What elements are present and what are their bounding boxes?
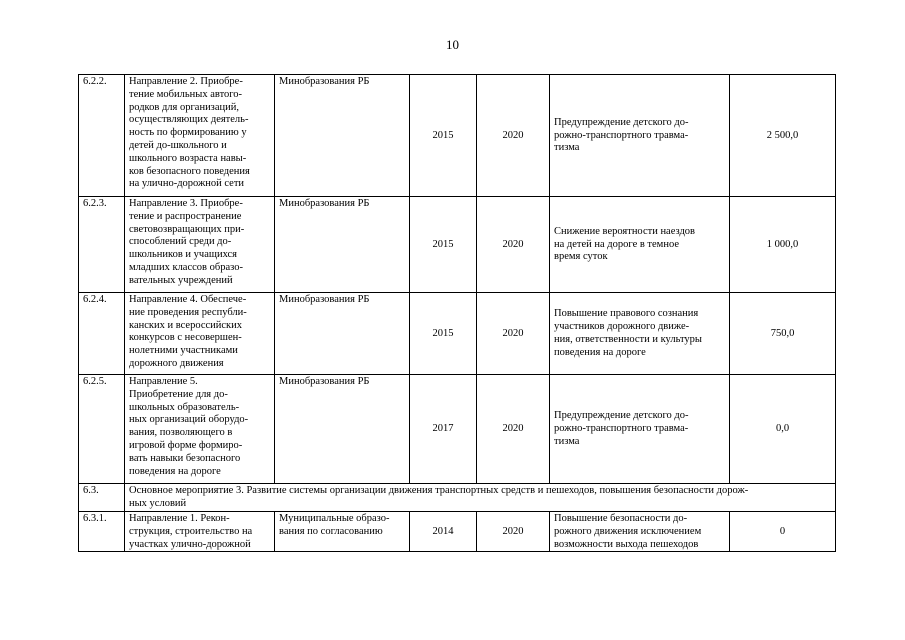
table-row (79, 512, 836, 552)
section-code: 6.3. (79, 484, 125, 512)
row-name: Направление 3. Приобре- тение и распространение световозвращающих при- способлений среди до- школьников и учащихся младших классов образо- вательных учреждений (125, 197, 275, 293)
row-executor: Минобразования РБ (275, 293, 410, 375)
row-executor: Минобразования РБ (275, 375, 410, 484)
row-start-year: 2015 (410, 197, 477, 293)
row-name: Направление 4. Обеспече- ние проведения республи- канских и всероссийских конкурсов с несовершен- нолетними участниками дорожного движения (125, 293, 275, 375)
row-start-year: 2015 (410, 75, 477, 197)
program-table (78, 74, 836, 552)
table-row (79, 75, 836, 197)
row-end-year: 2020 (477, 293, 550, 375)
row-end-year: 2020 (477, 375, 550, 484)
row-name: Направление 1. Рекон- струкция, строительство на участках улично-дорожной (125, 512, 275, 552)
row-end-year: 2020 (477, 512, 550, 552)
row-start-year: 2015 (410, 293, 477, 375)
row-code: 6.2.3. (79, 197, 125, 293)
row-executor: Минобразования РБ (275, 197, 410, 293)
row-executor: Минобразования РБ (275, 75, 410, 197)
row-result: Предупреждение детского до- рожно-транспортного травма- тизма (550, 375, 730, 484)
row-name: Направление 5. Приобретение для до- школьных образователь- ных организаций оборудо- вания, позволяющего в игровой форме формиро- вать навыки безопасного поведения на дороге (125, 375, 275, 484)
row-name: Направление 2. Приобре- тение мобильных автого- родков для организаций, осуществляющих деятель- ность по формированию у детей до-школьного и школьного возраста навы- ков безопасного поведения на улично-дорожной сети (125, 75, 275, 197)
section-row (79, 484, 836, 512)
row-amount: 1 000,0 (730, 197, 836, 293)
table-row (79, 197, 836, 293)
row-end-year: 2020 (477, 197, 550, 293)
row-start-year: 2014 (410, 512, 477, 552)
row-code: 6.2.5. (79, 375, 125, 484)
section-title: Основное мероприятие 3. Развитие системы организации движения транспортных средств и пешеходов, повышения безопасности дорож- ных условий (125, 484, 836, 512)
page-number: 10 (446, 37, 459, 52)
row-amount: 0,0 (730, 375, 836, 484)
row-code: 6.3.1. (79, 512, 125, 552)
row-result: Предупреждение детского до- рожно-транспортного травма- тизма (550, 75, 730, 197)
row-amount: 750,0 (730, 293, 836, 375)
row-amount: 0 (730, 512, 836, 552)
row-amount: 2 500,0 (730, 75, 836, 197)
table-row (79, 375, 836, 484)
row-end-year: 2020 (477, 75, 550, 197)
row-executor: Муниципальные образо- вания по согласованию (275, 512, 410, 552)
row-result: Снижение вероятности наездов на детей на дороге в темное время суток (550, 197, 730, 293)
row-start-year: 2017 (410, 375, 477, 484)
row-result: Повышение правового сознания участников дорожного движе- ния, ответственности и культуры поведения на дороге (550, 293, 730, 375)
table-row (79, 293, 836, 375)
row-result: Повышение безопасности до- рожного движения исключением возможности выхода пешеходов (550, 512, 730, 552)
row-code: 6.2.2. (79, 75, 125, 197)
row-code: 6.2.4. (79, 293, 125, 375)
